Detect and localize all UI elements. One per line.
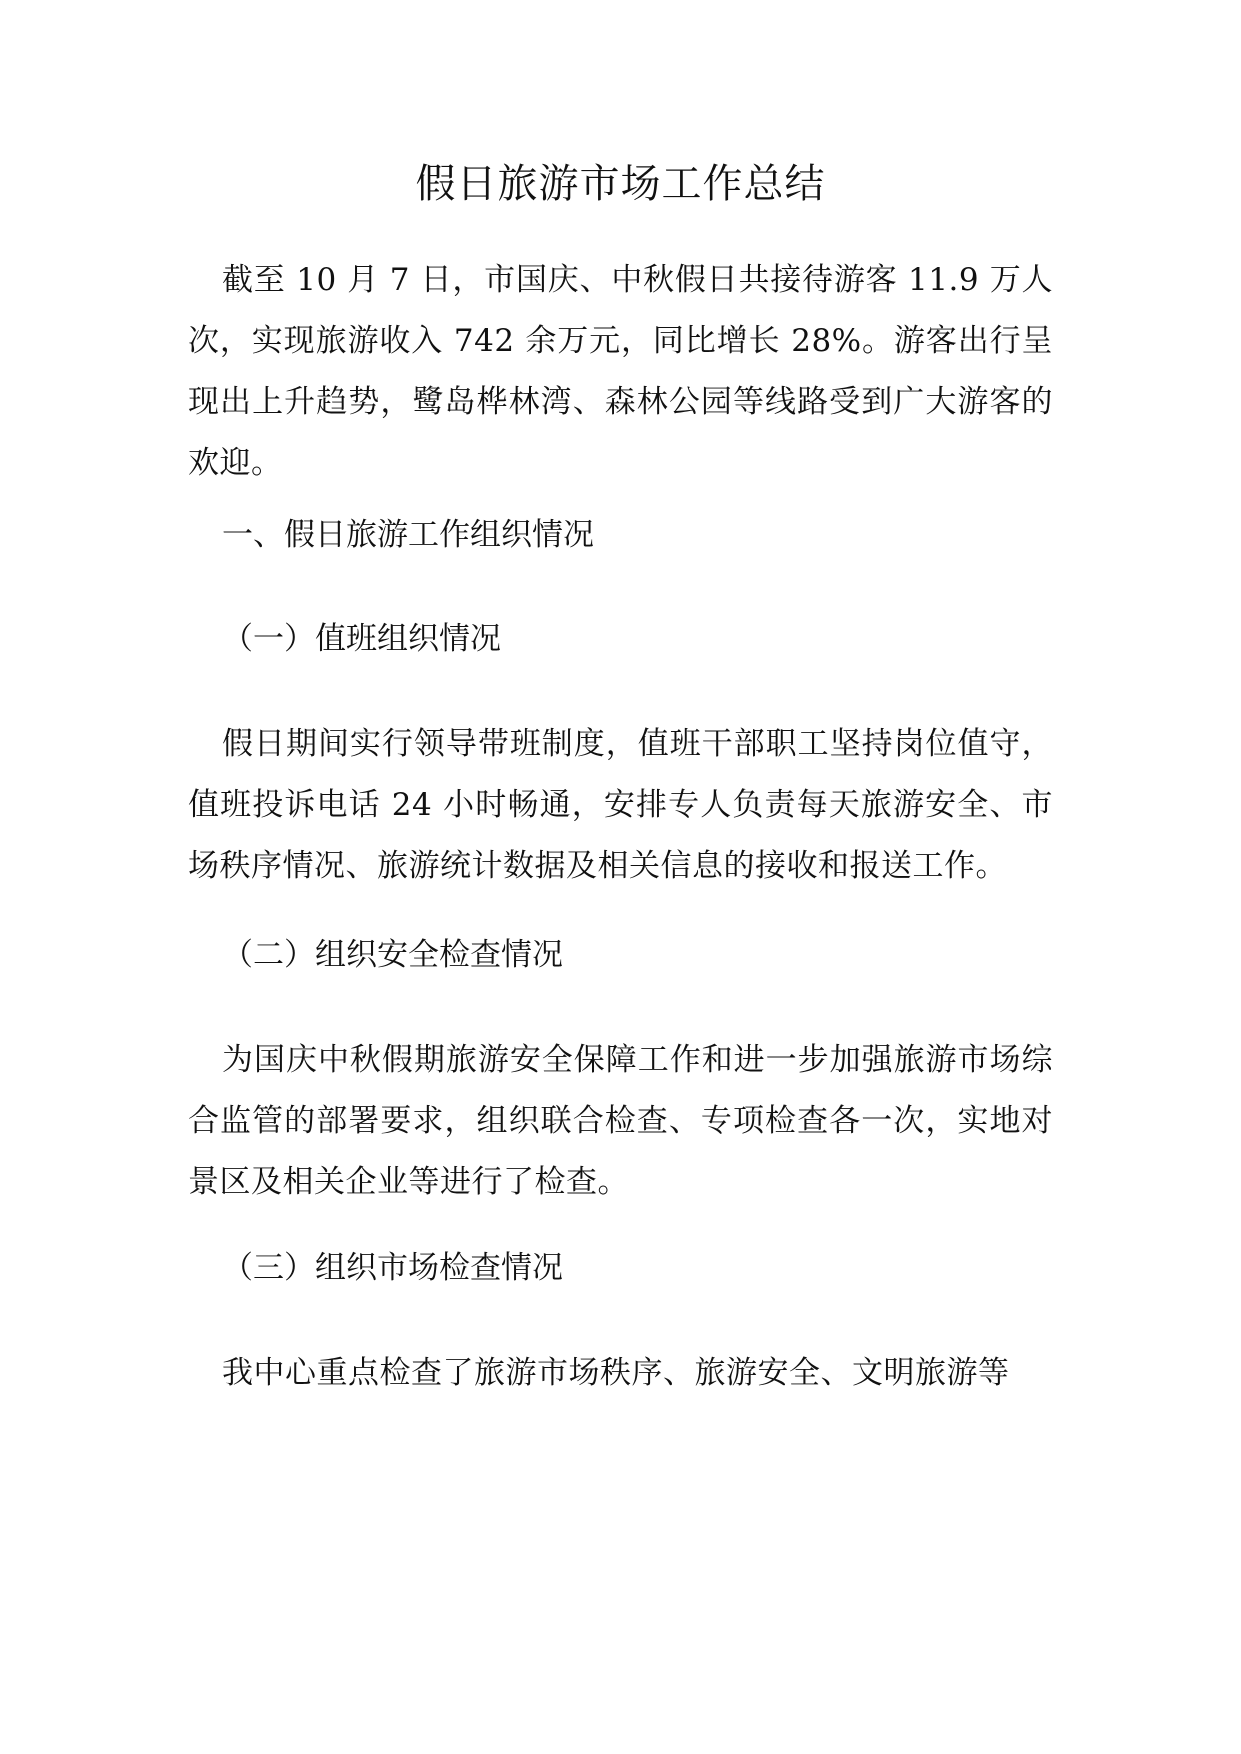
document-title: 假日旅游市场工作总结 <box>415 161 826 207</box>
subsection-body-3: 我中心重点检查了旅游市场秩序、旅游安全、文明旅游等 <box>222 1355 1010 1391</box>
subsection-heading-3: （三）组织市场检查情况 <box>222 1250 563 1286</box>
section-heading-1: 一、假日旅游工作组织情况 <box>222 517 594 553</box>
subsection-body-1: 假日期间实行领导带班制度，值班干部职工坚持岗位值守，值班投诉电话 24 小时畅通，安排专人负责每天旅游安全、市场秩序情况、旅游统计数据及相关信息的接收和报送工作。 <box>188 726 1053 884</box>
subsection-heading-1: （一）值班组织情况 <box>222 621 501 657</box>
subsection-body-2: 为国庆中秋假期旅游安全保障工作和进一步加强旅游市场综合监管的部署要求，组织联合检查、专项检查各一次，实地对景区及相关企业等进行了检查。 <box>188 1042 1053 1200</box>
subsection-heading-2: （二）组织安全检查情况 <box>222 937 563 973</box>
intro-paragraph: 截至 10 月 7 日，市国庆、中秋假日共接待游客 11.9 万人次，实现旅游收入 742 余万元，同比增长 28%。游客出行呈现出上升趋势，鹭岛桦林湾、森林公园等线路受到广大游客的欢迎。 <box>188 262 1053 481</box>
